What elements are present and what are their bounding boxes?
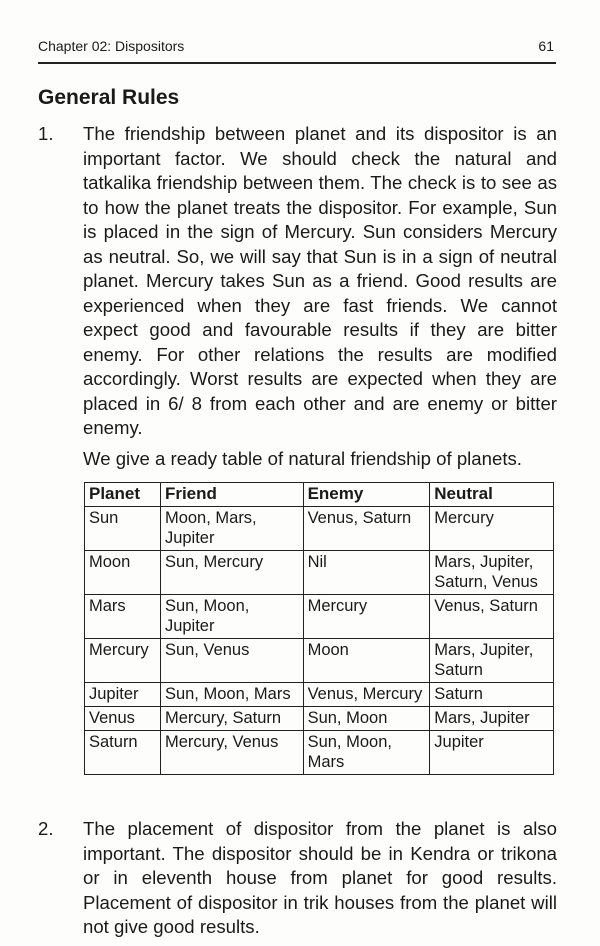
page-header bbox=[38, 36, 556, 64]
table-cell: Sun, Moon, Jupiter bbox=[160, 595, 303, 639]
table-row bbox=[85, 731, 554, 775]
column-header: Planet bbox=[85, 483, 161, 507]
table-cell: Mercury bbox=[85, 639, 161, 683]
column-header: Friend bbox=[160, 483, 303, 507]
chapter-title: Chapter 02: Dispositors bbox=[38, 38, 185, 54]
page-number: 61 bbox=[538, 38, 554, 54]
table-cell: Venus, Saturn bbox=[303, 507, 430, 551]
table-cell: Jupiter bbox=[430, 731, 554, 775]
table-cell: Saturn bbox=[85, 731, 161, 775]
table-cell: Mercury, Venus bbox=[160, 731, 303, 775]
table-cell: Sun, Mercury bbox=[160, 551, 303, 595]
friendship-table bbox=[84, 482, 554, 775]
table-cell: Venus, Mercury bbox=[303, 683, 430, 707]
table-row bbox=[85, 507, 554, 551]
table-row bbox=[85, 707, 554, 731]
table-cell: Sun, Moon, Mars bbox=[160, 683, 303, 707]
table-cell: Moon bbox=[85, 551, 161, 595]
table-cell: Venus, Saturn bbox=[430, 595, 554, 639]
table-cell: Mars bbox=[85, 595, 161, 639]
column-header: Neutral bbox=[430, 483, 554, 507]
table-cell: Sun, Venus bbox=[160, 639, 303, 683]
table-cell: Jupiter bbox=[85, 683, 161, 707]
table-cell: Mercury, Saturn bbox=[160, 707, 303, 731]
table-row bbox=[85, 595, 554, 639]
table-cell: Saturn bbox=[430, 683, 554, 707]
table-header-row bbox=[85, 483, 554, 507]
list-item-text: The placement of dispositor from the planet is also important. The dispositor should be in Kendra or trikona or in eleventh house from planet for good results. Placement of dispositor in trik houses from the planet will not give good results. bbox=[83, 818, 557, 937]
section-title: General Rules bbox=[38, 86, 180, 109]
table-cell: Mercury bbox=[303, 595, 430, 639]
table-cell: Sun, Moon bbox=[303, 707, 430, 731]
table-intro: We give a ready table of natural friendship of planets. bbox=[83, 448, 522, 469]
table-cell: Mars, Jupiter, Saturn, Venus bbox=[430, 551, 554, 595]
table-row bbox=[85, 639, 554, 683]
table-cell: Venus bbox=[85, 707, 161, 731]
table-cell: Moon, Mars, Jupiter bbox=[160, 507, 303, 551]
table-cell: Sun bbox=[85, 507, 161, 551]
table-cell: Mars, Jupiter, Saturn bbox=[430, 639, 554, 683]
table-cell: Moon bbox=[303, 639, 430, 683]
list-item-text: The friendship between planet and its dispositor is an important factor. We should check the natural and tatkalika friendship between them. The check is to see as to how the planet treats the dispositor. For example, Sun is placed in the sign of Mercury. Sun considers Mercury as neutral. So, we will say that Sun is in a sign of neutral planet. Mercury takes Sun as a friend. Good results are experienced when they are fast friends. We cannot expect good and favourable results if they are bitter enemy. For other relations the results are modified accordingly. Worst results are expected when they are placed in 6/ 8 from each other and are enemy or bitter enemy. bbox=[83, 123, 557, 438]
table-cell: Sun, Moon, Mars bbox=[303, 731, 430, 775]
table-cell: Mars, Jupiter bbox=[430, 707, 554, 731]
list-item-number: 2. bbox=[38, 818, 54, 839]
table-cell: Nil bbox=[303, 551, 430, 595]
table-cell: Mercury bbox=[430, 507, 554, 551]
list-item-number: 1. bbox=[38, 123, 54, 144]
table-row bbox=[85, 683, 554, 707]
column-header: Enemy bbox=[303, 483, 430, 507]
table-row bbox=[85, 551, 554, 595]
